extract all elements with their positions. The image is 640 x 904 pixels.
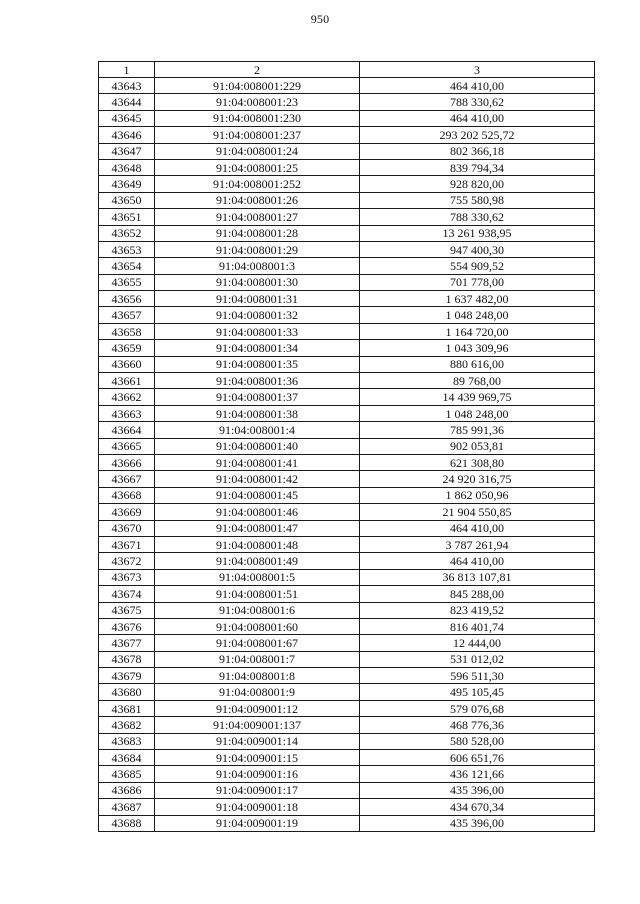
table-row <box>99 127 595 143</box>
cadastral-number-cell: 91:04:008001:27 <box>155 209 360 225</box>
cadastral-number-cell: 91:04:008001:4 <box>155 422 360 438</box>
value-cell: 435 396,00 <box>360 782 595 798</box>
cadastral-number-cell: 91:04:008001:6 <box>155 602 360 618</box>
table-row <box>99 454 595 470</box>
cadastral-number-cell: 91:04:008001:49 <box>155 553 360 569</box>
cadastral-number-cell: 91:04:009001:15 <box>155 750 360 766</box>
table-row <box>99 569 595 585</box>
row-number-cell: 43685 <box>99 766 155 782</box>
row-number-cell: 43666 <box>99 454 155 470</box>
cadastral-number-cell: 91:04:008001:48 <box>155 536 360 552</box>
row-number-cell: 43681 <box>99 700 155 716</box>
cadastral-number-cell: 91:04:008001:9 <box>155 684 360 700</box>
value-cell: 1 048 248,00 <box>360 307 595 323</box>
row-number-cell: 43672 <box>99 553 155 569</box>
value-cell: 554 909,52 <box>360 258 595 274</box>
row-number-cell: 43675 <box>99 602 155 618</box>
row-number-cell: 43644 <box>99 94 155 110</box>
value-cell: 12 444,00 <box>360 635 595 651</box>
value-cell: 434 670,34 <box>360 799 595 815</box>
cadastral-number-cell: 91:04:008001:24 <box>155 143 360 159</box>
cadastral-number-cell: 91:04:009001:12 <box>155 700 360 716</box>
table-row <box>99 225 595 241</box>
table-row <box>99 602 595 618</box>
row-number-cell: 43647 <box>99 143 155 159</box>
cadastral-number-cell: 91:04:008001:33 <box>155 323 360 339</box>
row-number-cell: 43683 <box>99 733 155 749</box>
table-row <box>99 422 595 438</box>
table-row <box>99 700 595 716</box>
value-cell: 13 261 938,95 <box>360 225 595 241</box>
row-number-cell: 43659 <box>99 340 155 356</box>
value-cell: 823 419,52 <box>360 602 595 618</box>
cadastral-number-cell: 91:04:008001:252 <box>155 176 360 192</box>
cadastral-number-cell: 91:04:008001:67 <box>155 635 360 651</box>
table-row <box>99 340 595 356</box>
value-cell: 21 904 550,85 <box>360 504 595 520</box>
row-number-cell: 43643 <box>99 78 155 94</box>
table-row <box>99 750 595 766</box>
table-row <box>99 258 595 274</box>
table-row <box>99 78 595 94</box>
table-row <box>99 438 595 454</box>
row-number-cell: 43658 <box>99 323 155 339</box>
table-row <box>99 307 595 323</box>
table-row <box>99 389 595 405</box>
value-cell: 1 637 482,00 <box>360 291 595 307</box>
row-number-cell: 43661 <box>99 373 155 389</box>
cadastral-number-cell: 91:04:008001:30 <box>155 274 360 290</box>
row-number-cell: 43649 <box>99 176 155 192</box>
value-cell: 436 121,66 <box>360 766 595 782</box>
table-row <box>99 274 595 290</box>
row-number-cell: 43652 <box>99 225 155 241</box>
cadastral-number-cell: 91:04:008001:237 <box>155 127 360 143</box>
value-cell: 293 202 525,72 <box>360 127 595 143</box>
value-cell: 902 053,81 <box>360 438 595 454</box>
row-number-cell: 43679 <box>99 668 155 684</box>
value-cell: 36 813 107,81 <box>360 569 595 585</box>
table-header <box>99 62 595 78</box>
row-number-cell: 43655 <box>99 274 155 290</box>
value-cell: 579 076,68 <box>360 700 595 716</box>
value-cell: 947 400,30 <box>360 241 595 257</box>
row-number-cell: 43651 <box>99 209 155 225</box>
cadastral-number-cell: 91:04:008001:23 <box>155 94 360 110</box>
cadastral-number-cell: 91:04:008001:29 <box>155 241 360 257</box>
cadastral-number-cell: 91:04:008001:36 <box>155 373 360 389</box>
table-row <box>99 356 595 372</box>
table-row <box>99 209 595 225</box>
table-row <box>99 782 595 798</box>
table-row <box>99 323 595 339</box>
row-number-cell: 43668 <box>99 487 155 503</box>
row-number-cell: 43684 <box>99 750 155 766</box>
row-number-cell: 43687 <box>99 799 155 815</box>
value-cell: 580 528,00 <box>360 733 595 749</box>
value-cell: 1 164 720,00 <box>360 323 595 339</box>
table-row <box>99 536 595 552</box>
row-number-cell: 43654 <box>99 258 155 274</box>
row-number-cell: 43667 <box>99 471 155 487</box>
table-row <box>99 717 595 733</box>
column-header-3: 3 <box>360 62 595 78</box>
cadastral-number-cell: 91:04:008001:60 <box>155 618 360 634</box>
row-number-cell: 43686 <box>99 782 155 798</box>
cadastral-number-cell: 91:04:008001:46 <box>155 504 360 520</box>
row-number-cell: 43680 <box>99 684 155 700</box>
value-cell: 14 439 969,75 <box>360 389 595 405</box>
cadastral-number-cell: 91:04:008001:229 <box>155 78 360 94</box>
registry-table <box>98 61 595 832</box>
table-row <box>99 143 595 159</box>
value-cell: 1 048 248,00 <box>360 405 595 421</box>
table-row <box>99 586 595 602</box>
value-cell: 464 410,00 <box>360 553 595 569</box>
header-row <box>99 62 595 78</box>
cadastral-number-cell: 91:04:008001:41 <box>155 454 360 470</box>
value-cell: 928 820,00 <box>360 176 595 192</box>
row-number-cell: 43650 <box>99 192 155 208</box>
row-number-cell: 43657 <box>99 307 155 323</box>
cadastral-number-cell: 91:04:008001:26 <box>155 192 360 208</box>
cadastral-number-cell: 91:04:008001:230 <box>155 110 360 126</box>
table-row <box>99 471 595 487</box>
cadastral-number-cell: 91:04:008001:38 <box>155 405 360 421</box>
table-row <box>99 766 595 782</box>
table-row <box>99 487 595 503</box>
cadastral-number-cell: 91:04:008001:25 <box>155 159 360 175</box>
row-number-cell: 43676 <box>99 618 155 634</box>
value-cell: 788 330,62 <box>360 94 595 110</box>
value-cell: 464 410,00 <box>360 520 595 536</box>
cadastral-number-cell: 91:04:008001:37 <box>155 389 360 405</box>
table-row <box>99 159 595 175</box>
table-row <box>99 651 595 667</box>
table-row <box>99 192 595 208</box>
value-cell: 621 308,80 <box>360 454 595 470</box>
value-cell: 468 776,36 <box>360 717 595 733</box>
value-cell: 839 794,34 <box>360 159 595 175</box>
cadastral-number-cell: 91:04:008001:34 <box>155 340 360 356</box>
cadastral-number-cell: 91:04:008001:51 <box>155 586 360 602</box>
row-number-cell: 43678 <box>99 651 155 667</box>
table-row <box>99 815 595 831</box>
table-row <box>99 241 595 257</box>
cadastral-number-cell: 91:04:009001:14 <box>155 733 360 749</box>
table-row <box>99 291 595 307</box>
row-number-cell: 43688 <box>99 815 155 831</box>
cadastral-number-cell: 91:04:008001:40 <box>155 438 360 454</box>
row-number-cell: 43677 <box>99 635 155 651</box>
value-cell: 464 410,00 <box>360 78 595 94</box>
table-row <box>99 520 595 536</box>
table-row <box>99 110 595 126</box>
value-cell: 845 288,00 <box>360 586 595 602</box>
row-number-cell: 43674 <box>99 586 155 602</box>
value-cell: 596 511,30 <box>360 668 595 684</box>
table-row <box>99 504 595 520</box>
row-number-cell: 43645 <box>99 110 155 126</box>
row-number-cell: 43660 <box>99 356 155 372</box>
table-row <box>99 176 595 192</box>
cadastral-number-cell: 91:04:009001:16 <box>155 766 360 782</box>
value-cell: 531 012,02 <box>360 651 595 667</box>
row-number-cell: 43682 <box>99 717 155 733</box>
row-number-cell: 43670 <box>99 520 155 536</box>
cadastral-number-cell: 91:04:008001:7 <box>155 651 360 667</box>
value-cell: 701 778,00 <box>360 274 595 290</box>
value-cell: 464 410,00 <box>360 110 595 126</box>
cadastral-number-cell: 91:04:008001:42 <box>155 471 360 487</box>
value-cell: 816 401,74 <box>360 618 595 634</box>
cadastral-number-cell: 91:04:008001:5 <box>155 569 360 585</box>
row-number-cell: 43671 <box>99 536 155 552</box>
value-cell: 606 651,76 <box>360 750 595 766</box>
value-cell: 3 787 261,94 <box>360 536 595 552</box>
table-row <box>99 684 595 700</box>
table-row <box>99 733 595 749</box>
row-number-cell: 43653 <box>99 241 155 257</box>
cadastral-number-cell: 91:04:009001:17 <box>155 782 360 798</box>
row-number-cell: 43662 <box>99 389 155 405</box>
value-cell: 89 768,00 <box>360 373 595 389</box>
cadastral-number-cell: 91:04:008001:31 <box>155 291 360 307</box>
row-number-cell: 43656 <box>99 291 155 307</box>
table-row <box>99 668 595 684</box>
cadastral-number-cell: 91:04:008001:35 <box>155 356 360 372</box>
cadastral-number-cell: 91:04:008001:45 <box>155 487 360 503</box>
value-cell: 880 616,00 <box>360 356 595 372</box>
cadastral-number-cell: 91:04:009001:137 <box>155 717 360 733</box>
cadastral-number-cell: 91:04:009001:19 <box>155 815 360 831</box>
table-body <box>99 78 595 832</box>
table-row <box>99 635 595 651</box>
value-cell: 788 330,62 <box>360 209 595 225</box>
cadastral-number-cell: 91:04:008001:28 <box>155 225 360 241</box>
cadastral-number-cell: 91:04:008001:32 <box>155 307 360 323</box>
row-number-cell: 43673 <box>99 569 155 585</box>
cadastral-number-cell: 91:04:008001:3 <box>155 258 360 274</box>
page-number: 950 <box>310 12 330 26</box>
column-header-2: 2 <box>155 62 360 78</box>
row-number-cell: 43664 <box>99 422 155 438</box>
row-number-cell: 43646 <box>99 127 155 143</box>
cadastral-number-cell: 91:04:008001:47 <box>155 520 360 536</box>
row-number-cell: 43669 <box>99 504 155 520</box>
value-cell: 785 991,36 <box>360 422 595 438</box>
table-row <box>99 618 595 634</box>
value-cell: 802 366,18 <box>360 143 595 159</box>
table-row <box>99 405 595 421</box>
table-row <box>99 553 595 569</box>
row-number-cell: 43665 <box>99 438 155 454</box>
cadastral-number-cell: 91:04:008001:8 <box>155 668 360 684</box>
row-number-cell: 43663 <box>99 405 155 421</box>
row-number-cell: 43648 <box>99 159 155 175</box>
cadastral-number-cell: 91:04:009001:18 <box>155 799 360 815</box>
value-cell: 435 396,00 <box>360 815 595 831</box>
table-row <box>99 94 595 110</box>
value-cell: 755 580,98 <box>360 192 595 208</box>
table-row <box>99 373 595 389</box>
column-header-1: 1 <box>99 62 155 78</box>
value-cell: 495 105,45 <box>360 684 595 700</box>
value-cell: 1 043 309,96 <box>360 340 595 356</box>
value-cell: 1 862 050,96 <box>360 487 595 503</box>
value-cell: 24 920 316,75 <box>360 471 595 487</box>
table-row <box>99 799 595 815</box>
